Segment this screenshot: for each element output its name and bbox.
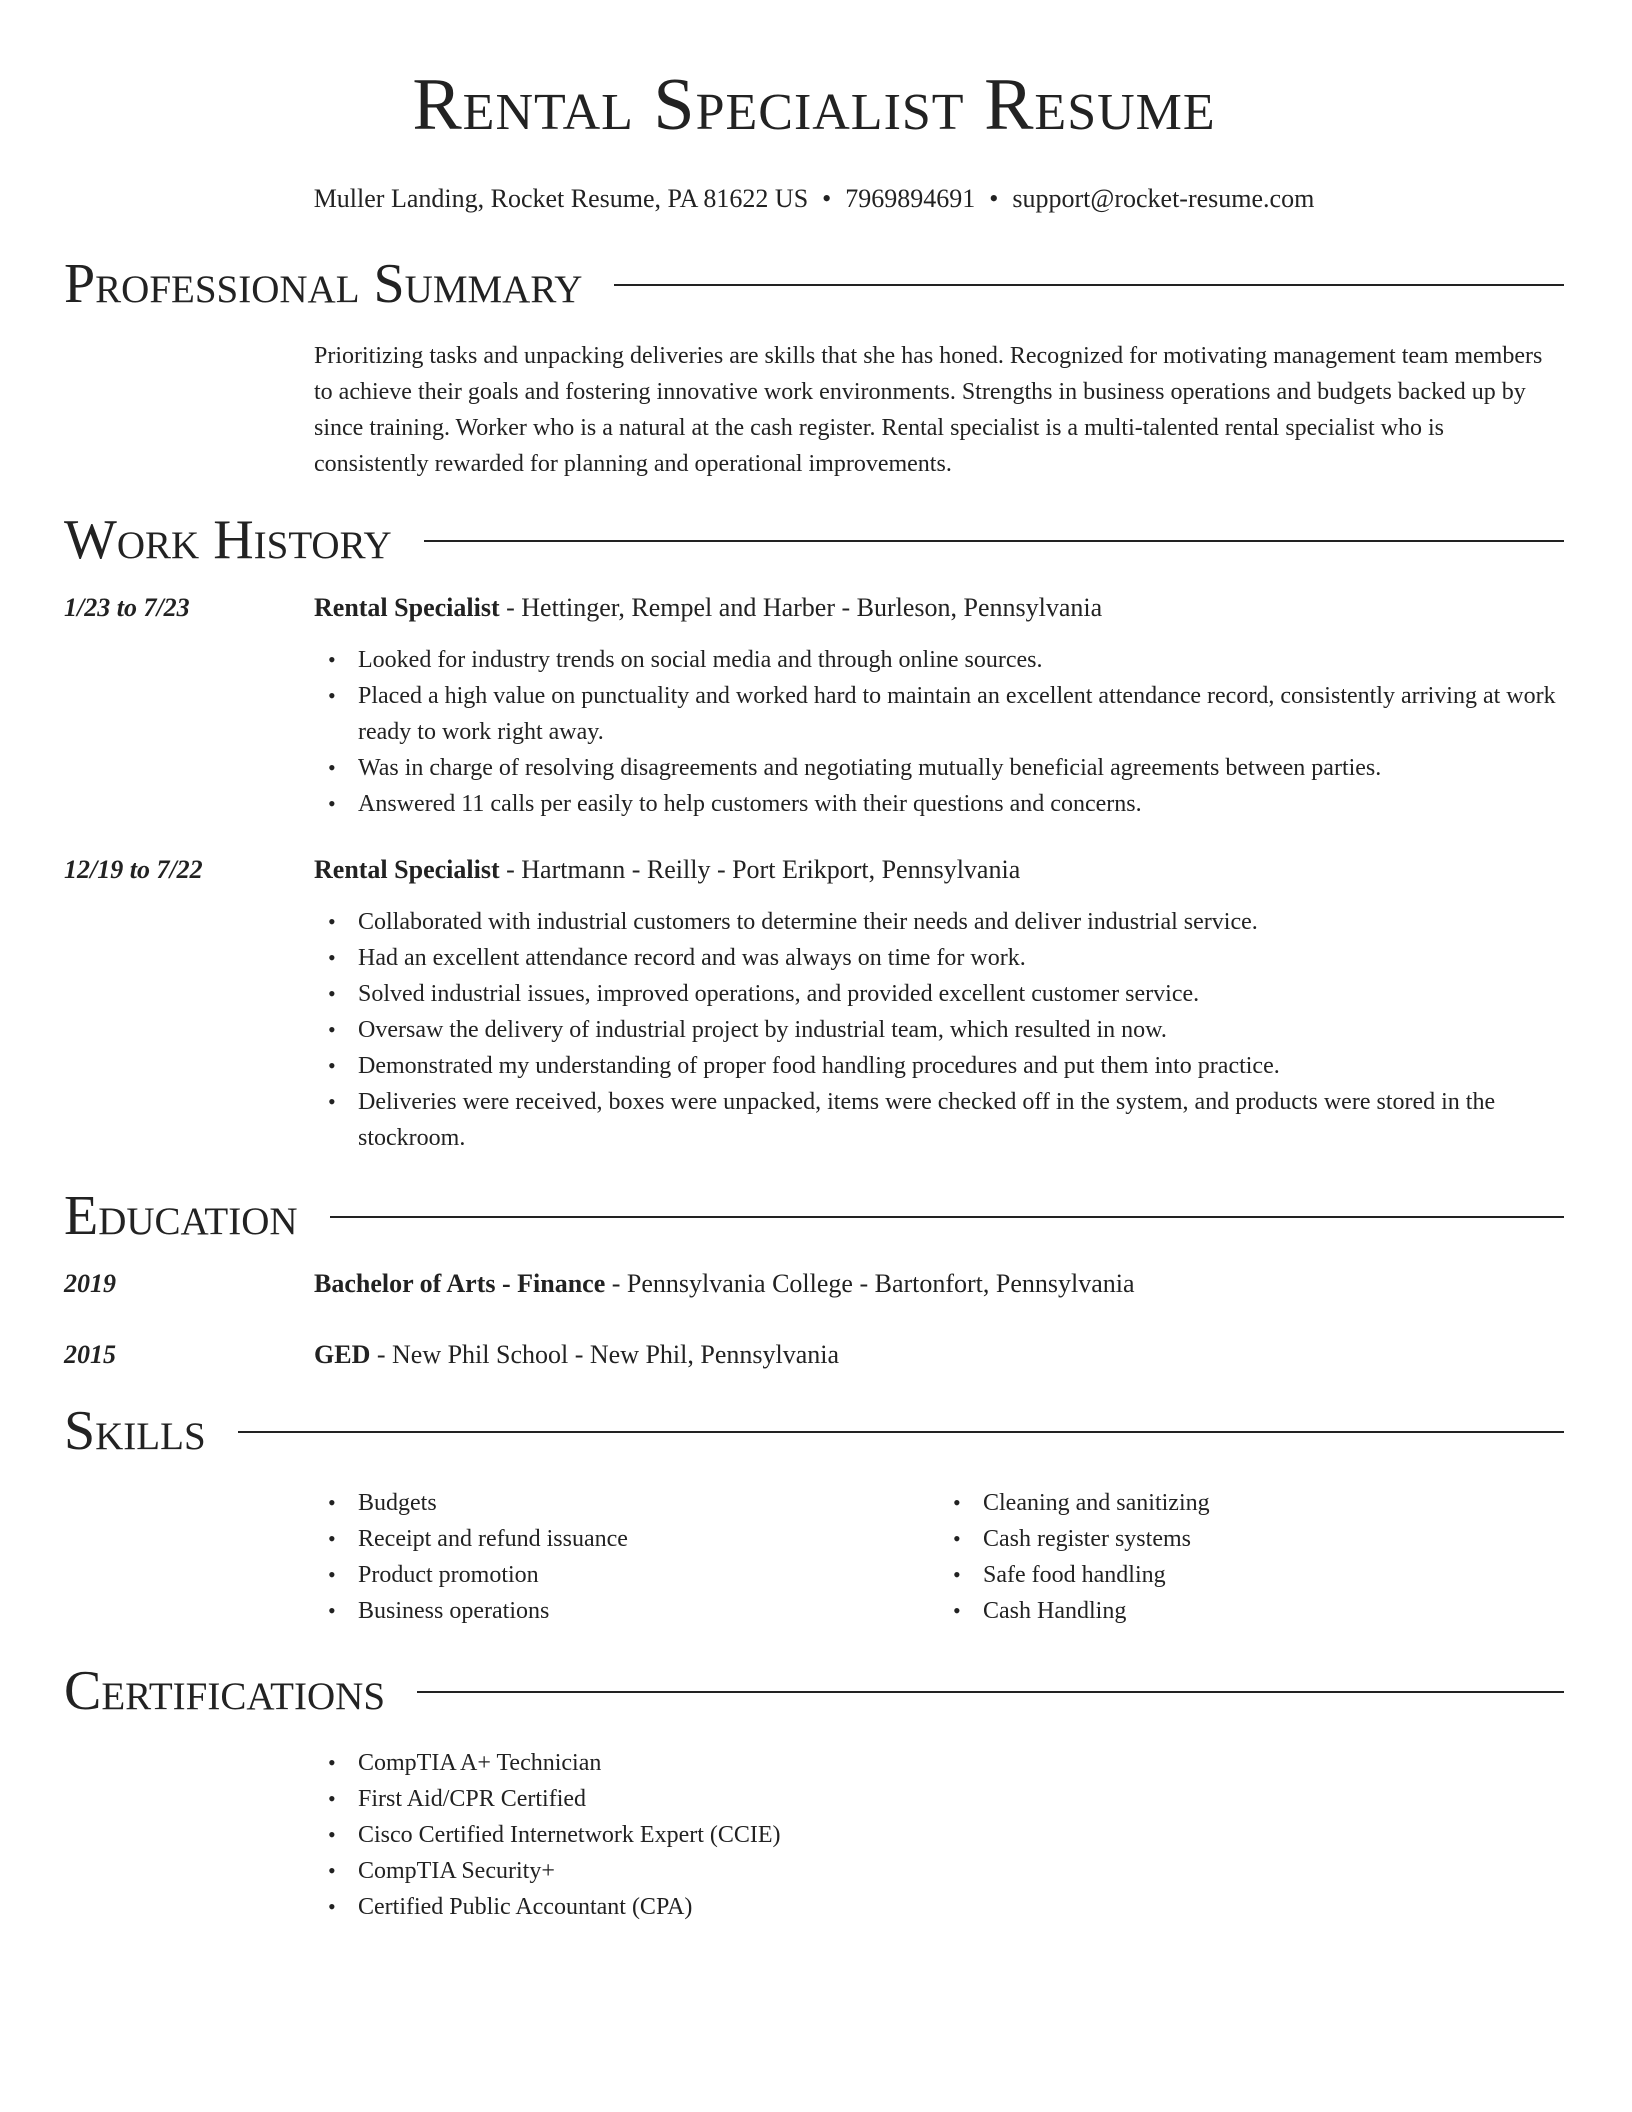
job-dates: 1/23 to 7/23 <box>64 593 190 622</box>
contact-separator: • <box>989 184 999 213</box>
list-item: • Business operations <box>314 1593 939 1629</box>
skills-grid <box>314 1469 1564 1629</box>
list-item: • CompTIA A+ Technician <box>314 1745 1564 1781</box>
contact-phone: 7969894691 <box>845 184 976 213</box>
certifications-body <box>314 1729 1564 1925</box>
education-heading: Education <box>64 1185 298 1247</box>
education-entry <box>64 1337 1564 1373</box>
job-heading <box>314 852 1564 888</box>
education-body <box>314 1337 1564 1373</box>
skills-section <box>64 1399 1564 1629</box>
job-body <box>314 590 1564 822</box>
list-item: • Deliveries were received, boxes were unpacked, items were checked off in the system, and products were stored in the stockroom. <box>314 1084 1564 1156</box>
work-header <box>64 508 1564 572</box>
list-item: • Budgets <box>314 1485 939 1521</box>
job-bullets <box>314 642 1564 822</box>
job-details: - Hettinger, Rempel and Harber - Burleson, Pennsylvania <box>499 593 1103 622</box>
skills-heading: Skills <box>64 1400 206 1462</box>
list-item: • Receipt and refund issuance <box>314 1521 939 1557</box>
list-item: • Solved industrial issues, improved operations, and provided excellent customer service. <box>314 976 1564 1012</box>
list-item: • Was in charge of resolving disagreements and negotiating mutually beneficial agreements between parties. <box>314 750 1564 786</box>
job-body <box>314 852 1564 1156</box>
list-item: • Answered 11 calls per easily to help customers with their questions and concerns. <box>314 786 1564 822</box>
section-divider <box>424 540 1564 542</box>
summary-row <box>64 338 1564 482</box>
summary-heading: Professional Summary <box>64 253 583 315</box>
job-entry <box>64 852 1564 1156</box>
summary-header <box>64 252 1564 316</box>
job-dates: 12/19 to 7/22 <box>64 855 203 884</box>
education-year: 2015 <box>64 1340 116 1369</box>
section-divider <box>614 284 1564 286</box>
certifications-spacer <box>64 1729 314 1925</box>
work-section <box>64 508 1564 1156</box>
summary-section <box>64 252 1564 482</box>
certifications-list <box>314 1745 1564 1925</box>
certifications-header <box>64 1659 1564 1723</box>
job-heading <box>314 590 1564 626</box>
list-item: • Collaborated with industrial customers to determine their needs and deliver industrial service. <box>314 904 1564 940</box>
contact-email[interactable]: support@rocket-resume.com <box>1012 184 1315 213</box>
certifications-heading: Certifications <box>64 1660 386 1722</box>
certifications-section <box>64 1659 1564 1925</box>
job-title: Rental Specialist <box>314 593 500 622</box>
education-body <box>314 1266 1564 1302</box>
contact-separator: • <box>822 184 832 213</box>
section-divider <box>238 1431 1564 1433</box>
contact-line <box>64 182 1564 216</box>
list-item: • Demonstrated my understanding of proper food handling procedures and put them into practice. <box>314 1048 1564 1084</box>
list-item: • Safe food handling <box>939 1557 1564 1593</box>
education-year: 2019 <box>64 1269 116 1298</box>
education-details: - Pennsylvania College - Bartonfort, Pennsylvania <box>605 1269 1135 1298</box>
job-details: - Hartmann - Reilly - Port Erikport, Pennsylvania <box>499 855 1021 884</box>
list-item: • First Aid/CPR Certified <box>314 1781 1564 1817</box>
skills-list-right <box>939 1485 1564 1629</box>
list-item: • Product promotion <box>314 1557 939 1593</box>
summary-text: Prioritizing tasks and unpacking deliveries are skills that she has honed. Recognized for motivating management team members to achieve their goals and fostering innovative work environments. Strengths in business operations and budgets backed up by since training. Worker who is a natural at the cash register. Rental specialist is a multi-talented rental specialist who is consistently rewarded for planning and operational improvements. <box>314 343 1543 477</box>
list-item: • Certified Public Accountant (CPA) <box>314 1889 1564 1925</box>
list-item: • Cash register systems <box>939 1521 1564 1557</box>
summary-spacer <box>64 338 314 482</box>
list-item: • Had an excellent attendance record and was always on time for work. <box>314 940 1564 976</box>
skills-header <box>64 1399 1564 1463</box>
job-entry <box>64 590 1564 822</box>
list-item: • Cash Handling <box>939 1593 1564 1629</box>
education-degree: Bachelor of Arts - Finance <box>314 1269 606 1298</box>
section-divider <box>330 1216 1564 1218</box>
work-heading: Work History <box>64 509 392 571</box>
education-entry <box>64 1266 1564 1302</box>
resume-title: Rental Specialist Resume <box>412 64 1216 146</box>
list-item: • Oversaw the delivery of industrial project by industrial team, which resulted in now. <box>314 1012 1564 1048</box>
list-item: • Cisco Certified Internetwork Expert (CCIE) <box>314 1817 1564 1853</box>
list-item: • CompTIA Security+ <box>314 1853 1564 1889</box>
skills-row <box>64 1469 1564 1629</box>
education-details: - New Phil School - New Phil, Pennsylvania <box>370 1340 840 1369</box>
list-item: • Cleaning and sanitizing <box>939 1485 1564 1521</box>
job-title: Rental Specialist <box>314 855 500 884</box>
list-item: • Looked for industry trends on social media and through online sources. <box>314 642 1564 678</box>
education-header <box>64 1184 1564 1248</box>
certifications-row <box>64 1729 1564 1925</box>
skills-list-left <box>314 1485 939 1629</box>
skills-spacer <box>64 1469 314 1629</box>
job-bullets <box>314 904 1564 1156</box>
education-section <box>64 1184 1564 1373</box>
list-item: • Placed a high value on punctuality and worked hard to maintain an excellent attendance record, consistently arriving at work ready to work right away. <box>314 678 1564 750</box>
contact-address: Muller Landing, Rocket Resume, PA 81622 US <box>313 184 809 213</box>
education-degree: GED <box>314 1340 371 1369</box>
section-divider <box>417 1691 1564 1693</box>
